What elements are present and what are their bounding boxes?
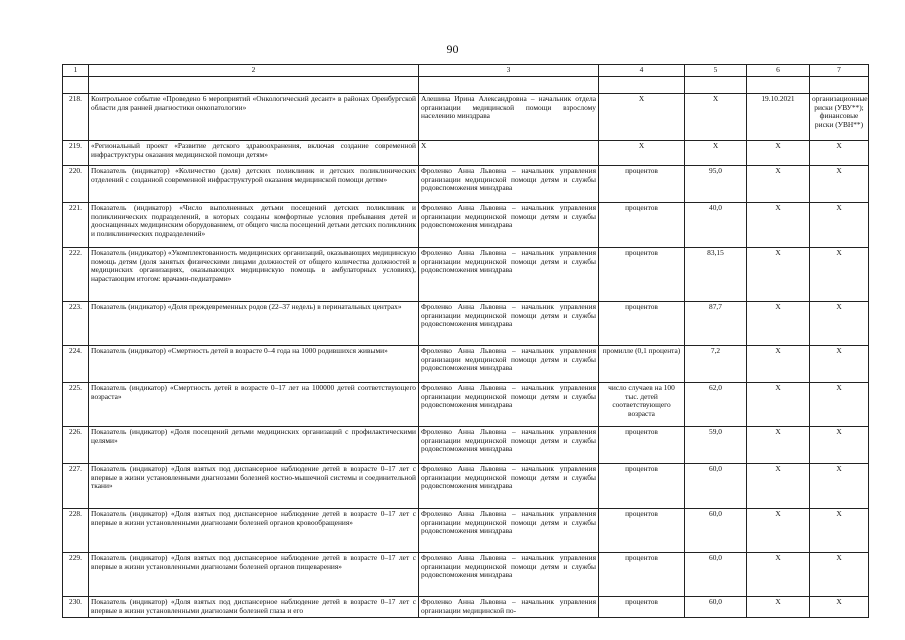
row-name: Показатель (индикатор) «Доля взятых под диспансерное наблюдение детей в возрасте 0–17 лет с впервые в жизни установленными диагнозами болезней глаза и его	[89, 597, 419, 618]
event-date: 19.10.2021	[747, 94, 810, 141]
row-number: 225.	[63, 383, 89, 427]
risk-type: X	[810, 427, 869, 464]
indicator-value: 60,0	[685, 597, 747, 618]
row-name: Контрольное событие «Проведено 6 мероприятий «Онкологический десант» в районах Оренбургской области для ранней диагностики онкопатологии»	[89, 94, 419, 141]
indicator-value: 60,0	[685, 464, 747, 509]
event-date: X	[747, 553, 810, 597]
row-number: 224.	[63, 346, 89, 383]
table-row	[63, 383, 869, 427]
table-row	[63, 509, 869, 553]
row-number: 218.	[63, 94, 89, 141]
table-row	[63, 597, 869, 618]
indicator-value: X	[685, 94, 747, 141]
row-number: 219.	[63, 141, 89, 166]
responsible-person: Фроленко Анна Львовна – начальник управления организации медицинской помощи детям и службы родовспоможения минздрава	[419, 248, 599, 302]
row-name: Показатель (индикатор) «Смертность детей в возрасте 0–17 лет на 100000 детей соответствующего возраста»	[89, 383, 419, 427]
indicator-value: 40,0	[685, 203, 747, 248]
responsible-person: Фроленко Анна Львовна – начальник управления организации медицинской помощи детям и службы родовспоможения минздрава	[419, 509, 599, 553]
responsible-person: Фроленко Анна Львовна – начальник управления организации медицинской помощи детям и службы родовспоможения минздрава	[419, 166, 599, 203]
row-name: Показатель (индикатор) «Смертность детей в возрасте 0–4 года на 1000 родившихся живыми»	[89, 346, 419, 383]
responsible-person: Фроленко Анна Львовна – начальник управления организации медицинской помощи детям и службы родовспоможения минздрава	[419, 346, 599, 383]
column-number: 5	[685, 65, 747, 77]
indicator-value: 60,0	[685, 553, 747, 597]
row-name: Показатель (индикатор) «Доля взятых под диспансерное наблюдение детей в возрасте 0–17 лет с впервые в жизни установленными диагнозами болезней органов кровообращения»	[89, 509, 419, 553]
unit-of-measure: процентов	[599, 248, 685, 302]
table-row	[63, 203, 869, 248]
column-number: 3	[419, 65, 599, 77]
table-row	[63, 302, 869, 346]
event-date: X	[747, 141, 810, 166]
column-number-row	[63, 65, 869, 77]
unit-of-measure: процентов	[599, 509, 685, 553]
table-row	[63, 464, 869, 509]
responsible-person: Фроленко Анна Львовна – начальник управления организации медицинской помощи детям и службы родовспоможения минздрава	[419, 383, 599, 427]
unit-of-measure: процентов	[599, 427, 685, 464]
event-date: X	[747, 302, 810, 346]
row-name: Показатель (индикатор) «Укомплектованность медицинских организаций, оказывающих медицинскую помощь детям (доля занятых физическими лицами должностей от общего количества должностей в медицинских организациях, оказывающих медицинскую помощь в амбулаторных условиях), нарастающим итогом: врачами-педиатрами»	[89, 248, 419, 302]
unit-of-measure: процентов	[599, 597, 685, 618]
unit-of-measure: процентов	[599, 166, 685, 203]
table-row	[63, 166, 869, 203]
row-name: Показатель (индикатор) «Количество (доля) детских поликлиник и детских поликлинических отделений с созданной современной инфраструктурой оказания медицинской помощи детям»	[89, 166, 419, 203]
indicator-value: 60,0	[685, 509, 747, 553]
event-date: X	[747, 248, 810, 302]
table-row	[63, 427, 869, 464]
responsible-person: X	[419, 141, 599, 166]
event-date: X	[747, 203, 810, 248]
page-number: 90	[446, 42, 459, 56]
unit-of-measure: X	[599, 141, 685, 166]
row-name: Показатель (индикатор) «Доля взятых под диспансерное наблюдение детей в возрасте 0–17 лет с впервые в жизни установленными диагнозами болезней органов пищеварения»	[89, 553, 419, 597]
table-row	[63, 141, 869, 166]
row-name: Показатель (индикатор) «Доля посещений детьми медицинских организаций с профилактическими целями»	[89, 427, 419, 464]
event-date: X	[747, 464, 810, 509]
indicator-value: 59,0	[685, 427, 747, 464]
indicator-value: 62,0	[685, 383, 747, 427]
responsible-person: Фроленко Анна Львовна – начальник управления организации медицинской помощи детям и службы родовспоможения минздрава	[419, 427, 599, 464]
column-number: 4	[599, 65, 685, 77]
unit-of-measure: число случаев на 100 тыс. детей соответствующего возраста	[599, 383, 685, 427]
column-number: 7	[810, 65, 869, 77]
risk-type: X	[810, 597, 869, 618]
table-row	[63, 248, 869, 302]
unit-of-measure: промилле (0,1 процента)	[599, 346, 685, 383]
table-row	[63, 346, 869, 383]
risk-type: X	[810, 141, 869, 166]
table-row	[63, 553, 869, 597]
indicator-value: X	[685, 141, 747, 166]
indicator-value: 87,7	[685, 302, 747, 346]
row-number: 227.	[63, 464, 89, 509]
risk-type: X	[810, 553, 869, 597]
responsible-person: Фроленко Анна Львовна – начальник управления организации медицинской помощи детям и службы родовспоможения минздрава	[419, 464, 599, 509]
responsible-person: Фроленко Анна Львовна – начальник управления организации медицинской помощи детям и службы родовспоможения минздрава	[419, 203, 599, 248]
column-number: 1	[63, 65, 89, 77]
event-date: X	[747, 166, 810, 203]
row-number: 229.	[63, 553, 89, 597]
risk-type: X	[810, 248, 869, 302]
responsible-person: Фроленко Анна Львовна – начальник управления организации медицинской помощи детям и службы родовспоможения минздрава	[419, 553, 599, 597]
risk-type: X	[810, 509, 869, 553]
row-name: Показатель (индикатор) «Доля взятых под диспансерное наблюдение детей в возрасте 0–17 лет с впервые в жизни установленными диагнозами болезней костно-мышечной системы и соединительной ткани»	[89, 464, 419, 509]
row-number: 228.	[63, 509, 89, 553]
risk-type: X	[810, 464, 869, 509]
row-number: 222.	[63, 248, 89, 302]
row-name: Показатель (индикатор) «Число выполненных детьми посещений детских поликлиник и поликлинических подразделений, в которых созданы комфортные условия пребывания детей и дооснащенных медицинским оборудованием, от общего числа посещений детьми детских поликлиник и поликлинических подразделений»	[89, 203, 419, 248]
risk-type: X	[810, 203, 869, 248]
row-number: 230.	[63, 597, 89, 618]
unit-of-measure: X	[599, 94, 685, 141]
row-number: 223.	[63, 302, 89, 346]
unit-of-measure: процентов	[599, 464, 685, 509]
risk-type: X	[810, 166, 869, 203]
row-name: «Региональный проект «Развитие детского здравоохранения, включая создание современной инфраструктуры оказания медицинской помощи детям»	[89, 141, 419, 166]
row-number: 220.	[63, 166, 89, 203]
event-date: X	[747, 383, 810, 427]
row-name: Показатель (индикатор) «Доля преждевременных родов (22–37 недель) в перинатальных центрах»	[89, 302, 419, 346]
responsible-person: Фроленко Анна Львовна – начальник управления организации медицинской по-	[419, 597, 599, 618]
indicator-value: 7,2	[685, 346, 747, 383]
risk-type: X	[810, 383, 869, 427]
spacer-row	[63, 77, 869, 94]
risk-type: X	[810, 302, 869, 346]
event-date: X	[747, 427, 810, 464]
event-date: X	[747, 509, 810, 553]
indicator-value: 95,0	[685, 166, 747, 203]
unit-of-measure: процентов	[599, 553, 685, 597]
risk-type: организационные риски (УВУ**); финансовые риски (УВН**)	[810, 94, 869, 141]
row-number: 221.	[63, 203, 89, 248]
responsible-person: Алешина Ирина Александровна – начальник отдела организации медицинской помощи взрослому населению минздрава	[419, 94, 599, 141]
event-date: X	[747, 346, 810, 383]
unit-of-measure: процентов	[599, 302, 685, 346]
column-number: 2	[89, 65, 419, 77]
unit-of-measure: процентов	[599, 203, 685, 248]
row-number: 226.	[63, 427, 89, 464]
indicator-value: 83,15	[685, 248, 747, 302]
responsible-person: Фроленко Анна Львовна – начальник управления организации медицинской помощи детям и службы родовспоможения минздрава	[419, 302, 599, 346]
column-number: 6	[747, 65, 810, 77]
event-date: X	[747, 597, 810, 618]
table-row	[63, 94, 869, 141]
risk-type: X	[810, 346, 869, 383]
plan-table	[62, 64, 869, 618]
